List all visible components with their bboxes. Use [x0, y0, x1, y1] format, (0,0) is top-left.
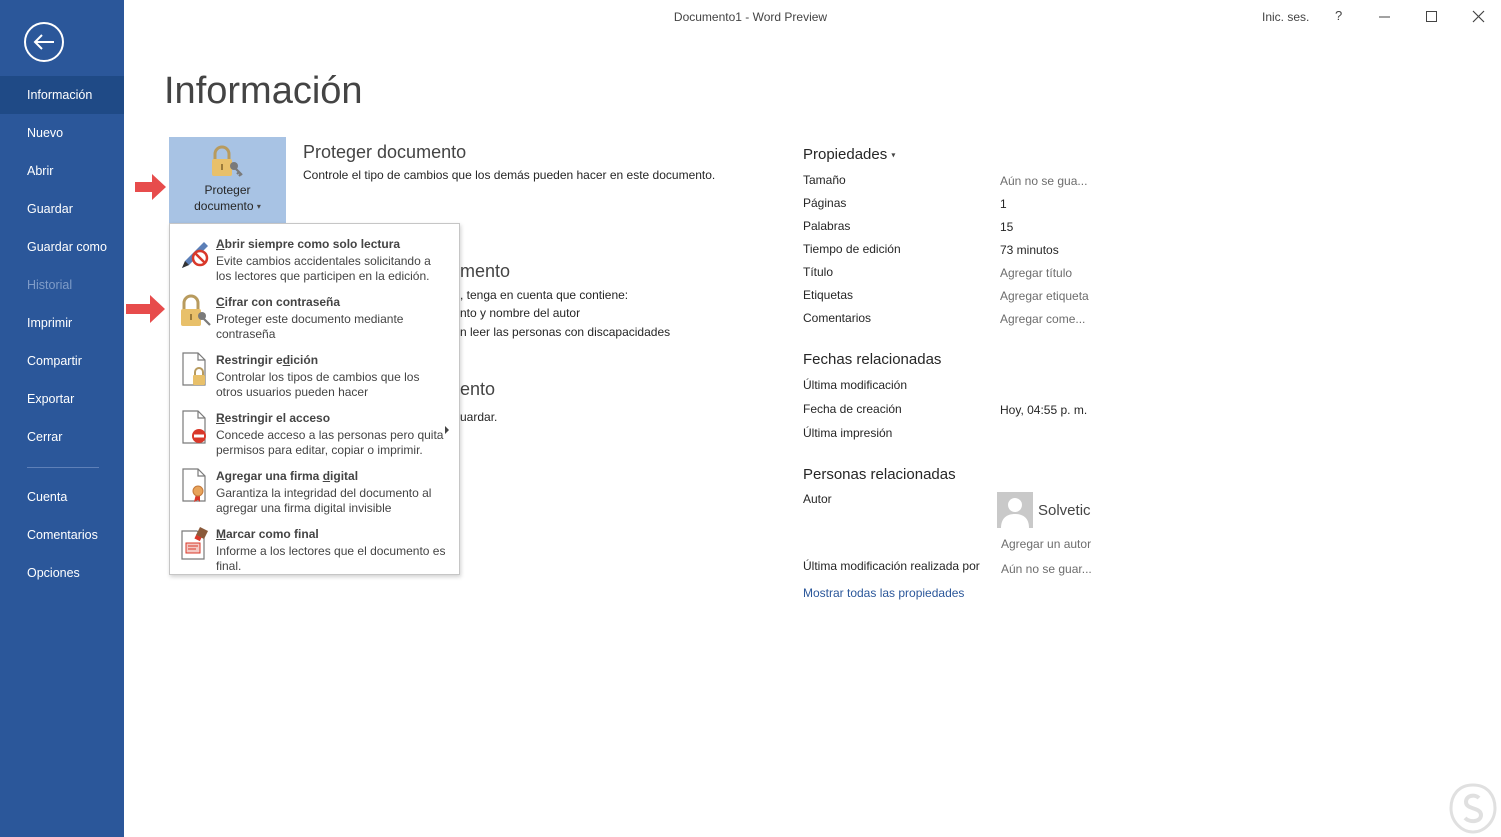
- backstage-sidebar: [0, 0, 124, 837]
- manage-heading: ento: [460, 379, 496, 399]
- prop-value-created: Hoy, 04:55 p. m.: [1000, 403, 1088, 417]
- chevron-down-icon: ▾: [256, 201, 261, 211]
- minimize-button[interactable]: [1364, 4, 1404, 28]
- prop-value-title[interactable]: Agregar título: [1000, 266, 1073, 280]
- sign-in-link[interactable]: Inic. ses.: [1262, 10, 1310, 24]
- red-arrow-icon: [126, 294, 166, 324]
- sidebar-item-informacion[interactable]: Información: [0, 76, 124, 114]
- lock-key-icon: [178, 293, 212, 329]
- menu-item-restrict-editing[interactable]: [170, 345, 459, 403]
- prop-label-last-modified: Última modificación: [803, 378, 908, 392]
- prop-label-author: Autor: [803, 492, 832, 506]
- menu-item-title: Cifrar con contraseña: [216, 295, 341, 309]
- prop-label-created: Fecha de creación: [803, 402, 902, 416]
- manage-line-1: uardar.: [460, 410, 498, 424]
- prop-label-comments: Comentarios: [803, 311, 872, 325]
- document-lock-icon: [178, 351, 212, 387]
- menu-item-title: Abrir siempre como solo lectura: [216, 237, 401, 251]
- protect-description: Controle el tipo de cambios que los demás pueden hacer en este documento.: [303, 168, 716, 182]
- prop-value-words: 15: [1000, 220, 1014, 234]
- inspect-line-3: n leer las personas con discapacidades: [460, 325, 671, 339]
- document-ribbon-icon: [178, 467, 212, 503]
- menu-item-description: Controlar los tipos de cambios que los otros usuarios pueden hacer: [216, 370, 420, 399]
- show-all-properties-link[interactable]: Mostrar todas las propiedades: [803, 586, 965, 600]
- avatar: [997, 492, 1033, 528]
- properties-dropdown[interactable]: Propiedades ▾: [803, 146, 896, 163]
- prop-label-size: Tamaño: [803, 173, 846, 187]
- document-restrict-icon: [178, 409, 212, 445]
- prop-value-comments[interactable]: Agregar come...: [1000, 312, 1086, 326]
- menu-item-description: Informe a los lectores que el documento es final.: [216, 544, 446, 573]
- help-button[interactable]: ?: [1335, 8, 1343, 23]
- close-icon: [1458, 4, 1498, 28]
- menu-item-title: Restringir el acceso: [216, 411, 331, 425]
- menu-item-description: Garantiza la integridad del documento al agregar una firma digital invisible: [216, 486, 432, 515]
- menu-item-description: Concede acceso a las personas pero quita permisos para editar, copiar o imprimir.: [216, 428, 444, 457]
- menu-item-read-only[interactable]: [170, 229, 459, 287]
- menu-item-title: Restringir edición: [216, 353, 319, 367]
- sidebar-item-opciones[interactable]: Opciones: [27, 566, 80, 580]
- sidebar-item-comentarios[interactable]: Comentarios: [27, 528, 98, 542]
- protect-document-menu: [169, 223, 460, 575]
- sidebar-item-imprimir[interactable]: Imprimir: [27, 316, 73, 330]
- person-icon: [997, 492, 1033, 528]
- window-title: Documento1 - Word Preview: [673, 10, 828, 24]
- menu-item-description: Evite cambios accidentales solicitando a los lectores que participen en la edición.: [216, 254, 431, 283]
- inspect-line-1: , tenga en cuenta que contiene:: [460, 288, 629, 302]
- prop-value-size: Aún no se gua...: [1000, 174, 1088, 188]
- prop-value-editing-time: 73 minutos: [1000, 243, 1059, 257]
- prop-label-pages: Páginas: [803, 196, 847, 210]
- red-arrow-icon: [135, 173, 167, 201]
- menu-item-title: Agregar una firma digital: [216, 469, 359, 483]
- menu-item-mark-final[interactable]: [170, 519, 459, 577]
- prop-value-pages: 1: [1000, 197, 1007, 211]
- lock-key-icon: [209, 145, 247, 181]
- protect-document-button[interactable]: [169, 137, 286, 223]
- menu-item-digital-signature[interactable]: [170, 461, 459, 519]
- prop-label-last-modified-by: Última modificación realizada por: [803, 559, 980, 573]
- sidebar-divider: [27, 467, 99, 468]
- sidebar-item-cerrar[interactable]: Cerrar: [27, 430, 63, 444]
- sidebar-item-nuevo[interactable]: Nuevo: [27, 126, 64, 140]
- prop-label-last-printed: Última impresión: [803, 426, 893, 440]
- close-button[interactable]: [1458, 4, 1498, 28]
- inspect-line-2: nto y nombre del autor: [460, 306, 581, 320]
- minimize-icon: [1364, 4, 1404, 28]
- sidebar-item-cuenta[interactable]: Cuenta: [27, 490, 68, 504]
- sidebar-item-abrir[interactable]: Abrir: [27, 164, 54, 178]
- document-stamp-icon: [178, 525, 212, 561]
- maximize-icon: [1411, 4, 1451, 28]
- maximize-button[interactable]: [1411, 4, 1451, 28]
- watermark-logo-icon: [1448, 780, 1498, 835]
- menu-item-title: Marcar como final: [216, 527, 319, 541]
- prop-value-last-modified-by: Aún no se guar...: [1001, 562, 1092, 576]
- pencil-no-icon: [178, 235, 212, 271]
- related-people-heading: Personas relacionadas: [803, 466, 956, 483]
- arrow-left-icon: [33, 33, 55, 51]
- protect-heading: Proteger documento: [303, 142, 467, 162]
- prop-label-tags: Etiquetas: [803, 288, 854, 302]
- add-author-link[interactable]: Agregar un autor: [1001, 537, 1092, 551]
- submenu-arrow-icon: [445, 426, 449, 434]
- prop-label-title: Título: [803, 265, 834, 279]
- sidebar-item-guardar[interactable]: Guardar: [27, 202, 73, 216]
- sidebar-item-exportar[interactable]: Exportar: [27, 392, 75, 406]
- prop-value-tags[interactable]: Agregar etiqueta: [1000, 289, 1089, 303]
- sidebar-item-historial: Historial: [27, 278, 73, 292]
- prop-label-editing-time: Tiempo de edición: [803, 242, 901, 256]
- protect-document-label: Proteger documento ▾: [194, 183, 261, 213]
- author-name: Solvetic: [1038, 502, 1091, 519]
- prop-label-words: Palabras: [803, 219, 851, 233]
- sidebar-item-compartir[interactable]: Compartir: [27, 354, 82, 368]
- sidebar-item-guardar-como[interactable]: Guardar como: [27, 240, 107, 254]
- chevron-down-icon: ▾: [891, 150, 896, 160]
- menu-item-description: Proteger este documento mediante contraseña: [216, 312, 404, 341]
- back-button[interactable]: [24, 22, 64, 62]
- page-title: Información: [164, 70, 363, 112]
- related-dates-heading: Fechas relacionadas: [803, 351, 942, 368]
- menu-item-restrict-access[interactable]: [170, 403, 459, 461]
- menu-item-encrypt-password[interactable]: [170, 287, 459, 345]
- inspect-heading: mento: [460, 261, 511, 281]
